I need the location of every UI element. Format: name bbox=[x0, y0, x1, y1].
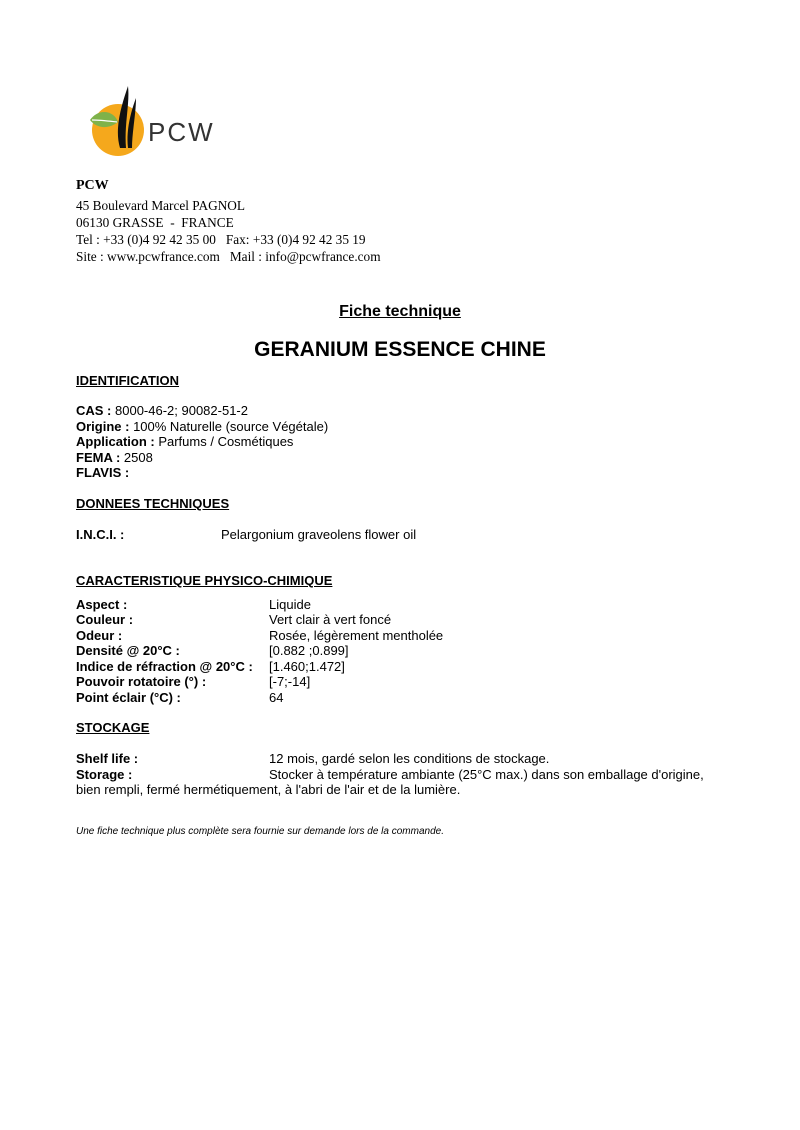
identification-row: Origine : 100% Naturelle (source Végétale) bbox=[76, 419, 329, 434]
physico-label: Densité @ 20°C : bbox=[76, 643, 180, 658]
company-web-mail: Site : www.pcwfrance.com Mail : info@pcwfrance.com bbox=[76, 249, 381, 264]
donnees-heading: DONNEES TECHNIQUES bbox=[76, 496, 230, 511]
company-phone-fax: Tel : +33 (0)4 92 42 35 00 Fax: +33 (0)4 92 42 35 19 bbox=[76, 232, 366, 247]
identification-heading: IDENTIFICATION bbox=[76, 373, 180, 388]
identification-row: Application : Parfums / Cosmétiques bbox=[76, 434, 294, 449]
footer-note: Une fiche technique plus complète sera fournie sur demande lors de la commande. bbox=[76, 826, 444, 837]
logo-wordmark: PCW bbox=[148, 117, 215, 147]
document-title: Fiche technique bbox=[339, 303, 461, 320]
physico-label: Pouvoir rotatoire (°) : bbox=[76, 674, 207, 689]
storage-value: Stocker à température ambiante (25°C max.) dans son emballage d'origine, bbox=[269, 767, 704, 782]
identification-row: FLAVIS : bbox=[76, 465, 130, 480]
pcw-logo-icon bbox=[86, 84, 216, 160]
physico-value: [-7;-14] bbox=[269, 674, 311, 689]
storage-label: Storage : bbox=[76, 767, 133, 782]
physico-value: Vert clair à vert foncé bbox=[269, 612, 392, 627]
product-name: GERANIUM ESSENCE CHINE bbox=[254, 338, 546, 361]
identification-row: FEMA : 2508 bbox=[76, 450, 153, 465]
shelf-life-label: Shelf life : bbox=[76, 751, 139, 766]
physico-value: Liquide bbox=[269, 597, 311, 612]
physico-heading: CARACTERISTIQUE PHYSICO-CHIMIQUE bbox=[76, 573, 333, 588]
inci-label: I.N.C.I. : bbox=[76, 527, 125, 542]
company-logo bbox=[86, 84, 216, 160]
physico-value: [1.460;1.472] bbox=[269, 659, 345, 674]
company-address-line2: 06130 GRASSE - FRANCE bbox=[76, 215, 234, 230]
stockage-heading: STOCKAGE bbox=[76, 720, 150, 735]
company-name: PCW bbox=[76, 178, 109, 193]
physico-value: 64 bbox=[269, 690, 284, 705]
physico-label: Point éclair (°C) : bbox=[76, 690, 181, 705]
physico-value: Rosée, légèrement mentholée bbox=[269, 628, 444, 643]
shelf-life-value: 12 mois, gardé selon les conditions de stockage. bbox=[269, 751, 550, 766]
physico-value: [0.882 ;0.899] bbox=[269, 643, 349, 658]
inci-value: Pelargonium graveolens flower oil bbox=[221, 527, 417, 542]
physico-label: Couleur : bbox=[76, 612, 134, 627]
physico-label: Aspect : bbox=[76, 597, 128, 612]
identification-row: CAS : 8000-46-2; 90082-51-2 bbox=[76, 403, 248, 418]
physico-label: Odeur : bbox=[76, 628, 123, 643]
storage-value-continued: bien rempli, fermé hermétiquement, à l'abri de l'air et de la lumière. bbox=[76, 782, 461, 797]
physico-label: Indice de réfraction @ 20°C : bbox=[76, 659, 253, 674]
company-address-line1: 45 Boulevard Marcel PAGNOL bbox=[76, 198, 246, 213]
